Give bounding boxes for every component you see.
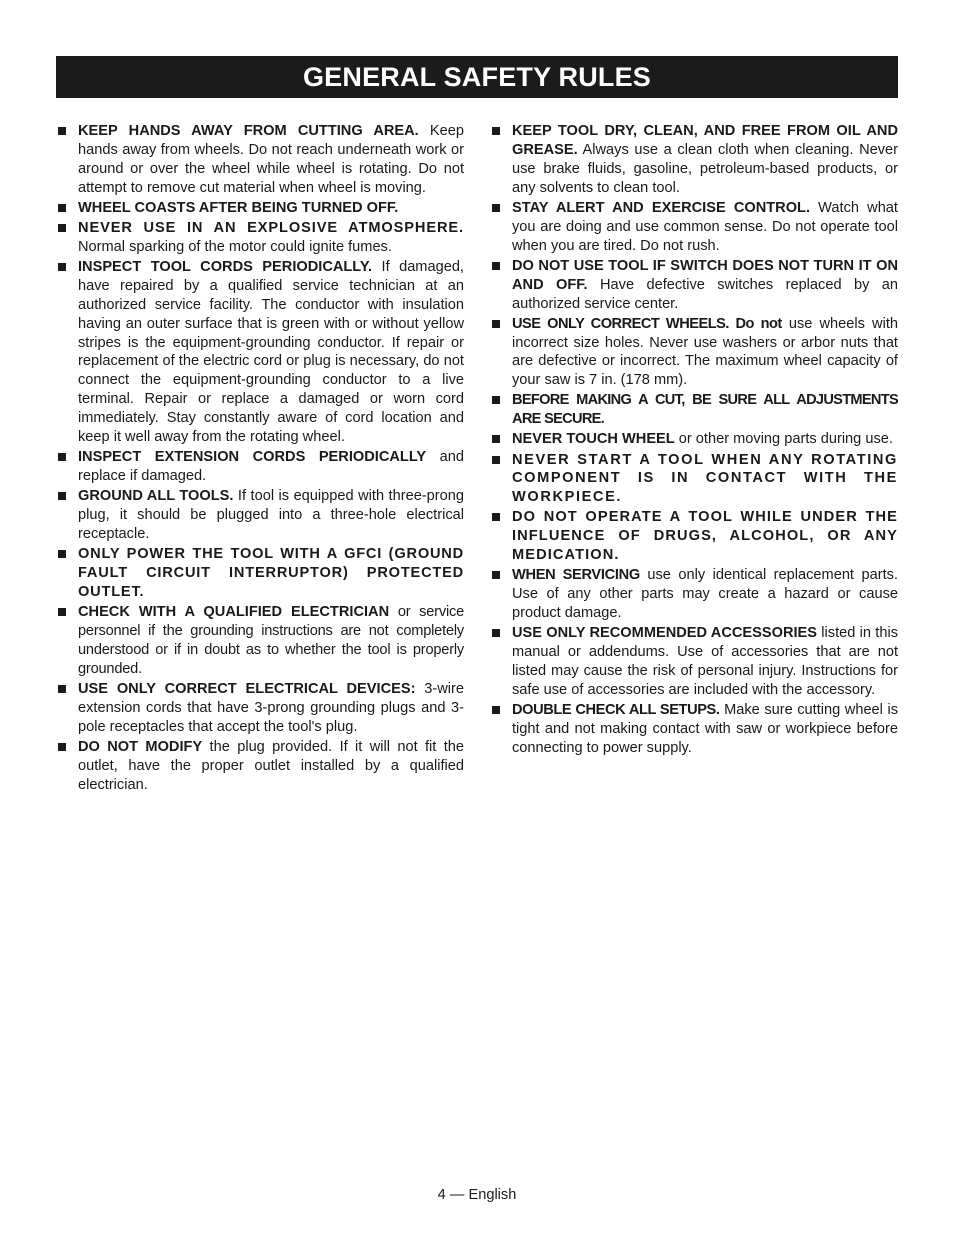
right-column bbox=[490, 122, 898, 759]
rule-text: listed in this manual or addendums. Use of accessories that are not listed may cause the risk of personal injury. Instructions for safe use of accessories are included with the accessory. bbox=[512, 625, 898, 698]
square-bullet-icon bbox=[492, 320, 500, 328]
rule-correct-electrical-devices bbox=[56, 680, 464, 737]
rule-heading: GROUND ALL TOOLS. bbox=[78, 488, 234, 505]
square-bullet-icon bbox=[492, 456, 500, 464]
rule-heading: NEVER TOUCH WHEEL bbox=[512, 431, 675, 448]
square-bullet-icon bbox=[58, 608, 66, 616]
rule-do-not-modify bbox=[56, 738, 464, 795]
rule-keep-hands-away bbox=[56, 122, 464, 198]
square-bullet-icon bbox=[58, 127, 66, 135]
rule-recommended-accessories bbox=[490, 624, 898, 700]
rule-inspect-tool-cords bbox=[56, 258, 464, 447]
square-bullet-icon bbox=[492, 513, 500, 521]
rule-text: use only identical replacement parts. Use of any other parts may create a hazard or cause product damage. bbox=[512, 567, 898, 622]
rule-never-start-tool bbox=[490, 451, 898, 508]
square-bullet-icon bbox=[58, 453, 66, 461]
square-bullet-icon bbox=[492, 396, 500, 404]
rule-text: Keep hands away from wheels. Do not reach underneath work or around or over the wheel while wheel is rotating. Do not attempt to remove cut material when wheel is moving. bbox=[78, 123, 465, 196]
rule-heading: USE ONLY CORRECT WHEELS. Do not bbox=[512, 315, 782, 332]
square-bullet-icon bbox=[492, 706, 500, 714]
rule-heading: USE ONLY CORRECT ELECTRICAL DEVICES: bbox=[78, 680, 416, 697]
rule-text: use wheels with incorrect size holes. Never use washers or arbor nuts that are defective or incorrect. The maximum wheel capacity of your saw is 7 in. (178 mm). bbox=[512, 315, 898, 389]
square-bullet-icon bbox=[492, 127, 500, 135]
square-bullet-icon bbox=[58, 492, 66, 500]
rule-switch-on-off bbox=[490, 257, 898, 314]
rule-heading: CHECK WITH A QUALIFIED ELECTRICIAN bbox=[78, 603, 390, 620]
rule-text: Always use a clean cloth when cleaning. Never use brake fluids, gasoline, petroleum-based products, or any solvents to clean tool. bbox=[512, 141, 898, 196]
rule-gfci-outlet bbox=[56, 545, 464, 602]
rule-heading: NEVER START A TOOL WHEN ANY ROTATING COMPONENT IS IN CONTACT WITH THE WORKPIECE. bbox=[512, 451, 898, 506]
rule-double-check-setups bbox=[490, 701, 898, 758]
square-bullet-icon bbox=[492, 204, 500, 212]
rule-never-touch-wheel bbox=[490, 430, 898, 449]
rule-do-not-operate-influence bbox=[490, 508, 898, 565]
rule-heading: KEEP HANDS AWAY FROM CUTTING AREA. bbox=[78, 123, 419, 139]
rule-heading: INSPECT TOOL CORDS PERIODICALLY. bbox=[78, 258, 373, 275]
rule-heading: WHEN SERVICING bbox=[512, 567, 640, 584]
rule-check-with-electrician bbox=[56, 603, 464, 679]
square-bullet-icon bbox=[58, 743, 66, 751]
rule-ground-all-tools bbox=[56, 487, 464, 544]
rule-heading: ONLY POWER THE TOOL WITH A GFCI (GROUND FAULT CIRCUIT INTERRUPTOR) PROTECTED OUTLET. bbox=[78, 546, 464, 600]
square-bullet-icon bbox=[58, 550, 66, 558]
rule-text: and replace if damaged. bbox=[78, 449, 465, 485]
rule-correct-wheels bbox=[490, 315, 898, 391]
left-column bbox=[56, 122, 464, 796]
rule-text: or service personnel if the grounding instructions are not completely understood or if in doubt as to whether the tool is properly grounded. bbox=[78, 603, 464, 677]
square-bullet-icon bbox=[492, 262, 500, 270]
rule-heading: INSPECT EXTENSION CORDS PERIODICALLY bbox=[78, 449, 427, 466]
square-bullet-icon bbox=[58, 224, 66, 232]
rule-heading: WHEEL COASTS AFTER BEING TURNED OFF. bbox=[78, 199, 399, 216]
rule-heading: BEFORE MAKING A CUT, BE SURE ALL ADJUSTMENTS ARE SECURE. bbox=[512, 392, 898, 428]
left-rules-list bbox=[56, 122, 464, 794]
rule-heading: DOUBLE CHECK ALL SETUPS. bbox=[512, 702, 720, 719]
rule-text: 3-wire extension cords that have 3-prong grounding plugs and 3-pole receptacles that accept the tool's plug. bbox=[78, 680, 465, 735]
rule-text: Have defective switches replaced by an authorized service center. bbox=[512, 276, 898, 312]
rule-keep-tool-dry bbox=[490, 122, 898, 198]
rule-heading: DO NOT OPERATE A TOOL WHILE UNDER THE INFLUENCE OF DRUGS, ALCOHOL, OR ANY MEDICATION. bbox=[512, 509, 898, 564]
rule-explosive-atmosphere bbox=[56, 219, 464, 257]
rule-text: Make sure cutting wheel is tight and not making contact with saw or workpiece before connecting to power supply. bbox=[512, 702, 898, 756]
rule-heading: DO NOT USE TOOL IF SWITCH DOES NOT TURN IT ON AND OFF. bbox=[512, 257, 898, 293]
rule-text: Normal sparking of the motor could ignite fumes. bbox=[78, 238, 392, 255]
title-bar bbox=[56, 56, 898, 98]
square-bullet-icon bbox=[58, 263, 66, 271]
rule-stay-alert bbox=[490, 199, 898, 256]
rule-wheel-coasts bbox=[56, 199, 464, 218]
rule-heading: STAY ALERT AND EXERCISE CONTROL. bbox=[512, 199, 811, 216]
square-bullet-icon bbox=[58, 204, 66, 212]
rule-heading: DO NOT MODIFY bbox=[78, 738, 203, 755]
square-bullet-icon bbox=[58, 685, 66, 693]
square-bullet-icon bbox=[492, 435, 500, 443]
rule-text: If tool is equipped with three-prong plug, it should be plugged into a three-hole electrical receptacle. bbox=[78, 488, 464, 542]
page-footer: 4 — English bbox=[437, 1187, 517, 1203]
square-bullet-icon bbox=[492, 629, 500, 637]
rule-adjustments-secure bbox=[490, 391, 898, 429]
square-bullet-icon bbox=[492, 571, 500, 579]
page-title: GENERAL SAFETY RULES bbox=[302, 61, 652, 92]
rule-heading: NEVER USE IN AN EXPLOSIVE ATMOSPHERE. bbox=[78, 219, 464, 236]
rule-heading: USE ONLY RECOMMENDED ACCESSORIES bbox=[512, 625, 818, 642]
right-rules-list bbox=[490, 122, 898, 758]
rule-text: the plug provided. If it will not fit the outlet, have the proper outlet installed by a qualified electrician. bbox=[78, 738, 464, 793]
rule-text: Watch what you are doing and use common sense. Do not operate tool when you are tired. Do not rush. bbox=[512, 199, 898, 254]
rule-text: or other moving parts during use. bbox=[674, 431, 893, 448]
rule-inspect-extension-cords bbox=[56, 448, 464, 486]
rule-when-servicing bbox=[490, 566, 898, 623]
rule-heading: KEEP TOOL DRY, CLEAN, AND FREE FROM OIL AND GREASE. bbox=[512, 123, 898, 158]
rule-text: If damaged, have repaired by a qualified service technician at an authorized service facility. The conductor with insulation having an outer surface that is green with or without yellow stripes is the equipment-grounding conductor. If repair or replacement of the electric cord or plug is necessary, do not connect the equipment-grounding conductor to a live terminal. Repair or replace a damaged or worn cord immediately. Stay constantly aware of cord location and keep it well away from the rotating wheel. bbox=[78, 258, 464, 446]
